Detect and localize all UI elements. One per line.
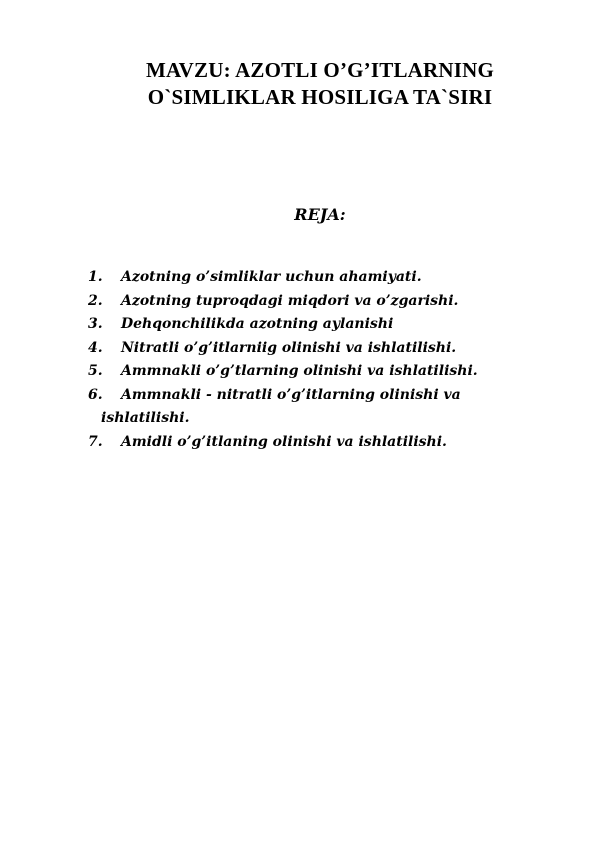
plan-item-text: Azotning tuproqdagi miqdori va o’zgarishi.	[121, 292, 459, 309]
plan-item-number: 2.	[88, 292, 103, 309]
plan-item-number: 6.	[88, 386, 103, 403]
plan-item-2	[88, 290, 478, 314]
plan-item-text: Azotning o’simliklar uchun ahamiyati.	[121, 269, 422, 285]
plan-item-number: 4.	[88, 339, 103, 356]
plan-list	[88, 266, 478, 454]
plan-item-number: 7.	[88, 433, 103, 450]
plan-item-1	[88, 266, 478, 290]
plan-item-text: Dehqonchilikda azotning aylanishi	[121, 316, 394, 332]
plan-item-text: Nitratli o’g’itlarniig olinishi va ishlatilishi.	[121, 339, 457, 356]
plan-item-text: Ammnakli - nitratli o’g’itlarning olinishi va	[121, 386, 461, 403]
plan-heading: REJA:	[294, 205, 346, 224]
document-title-line-2: O`SIMLIKLAR HOSILIGA TA`SIRI	[147, 85, 493, 109]
document-title-line-1: MAVZU: AZOTLI O’G’ITLARNING	[145, 58, 495, 82]
plan-item-text-continuation: ishlatilishi.	[101, 410, 190, 426]
plan-item-number: 5.	[88, 363, 103, 379]
plan-item-text: Ammnakli o’g’tlarning olinishi va ishlatilishi.	[121, 363, 478, 379]
plan-item-text: Amidli o’g’itlaning olinishi va ishlatilishi.	[121, 433, 447, 450]
plan-item-3	[88, 313, 478, 337]
plan-item-number: 3.	[88, 316, 103, 332]
plan-item-6	[88, 384, 478, 431]
plan-item-7	[88, 431, 478, 455]
plan-item-4	[88, 337, 478, 361]
plan-item-number: 1.	[88, 269, 103, 285]
plan-item-5	[88, 360, 478, 384]
